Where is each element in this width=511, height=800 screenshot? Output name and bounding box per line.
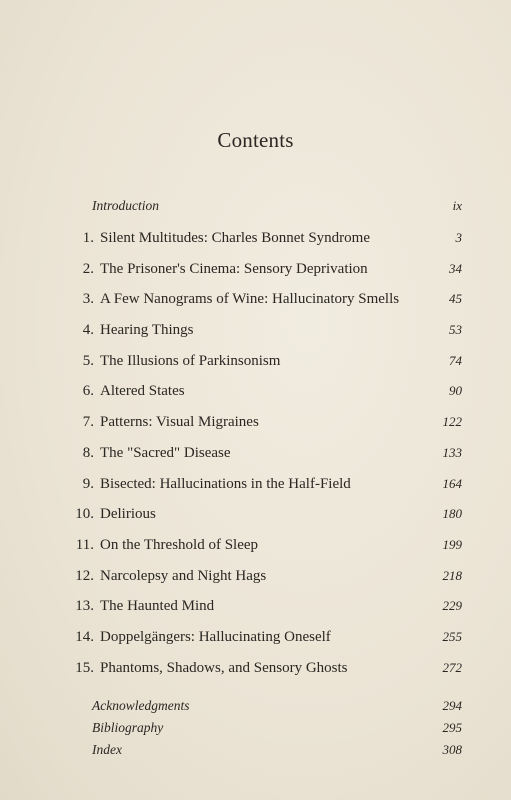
page-title: Contents [217, 128, 294, 152]
chapter-number: 10. [75, 506, 94, 523]
chapter-title: Silent Multitudes: Charles Bonnet Syndrome [100, 230, 370, 246]
chapter-number: 9. [82, 475, 94, 492]
chapter-number: 13. [75, 598, 94, 615]
toc-chapter-10 [72, 504, 462, 535]
toc-entry-label: Index [92, 742, 122, 758]
toc-chapter-5 [72, 351, 462, 382]
chapter-title: Altered States [100, 383, 185, 400]
chapter-title: The Prisoner's Cinema: Sensory Deprivation [100, 260, 368, 277]
chapter-page: 34 [449, 260, 462, 276]
section-spacer [72, 688, 462, 696]
chapter-page: 45 [449, 291, 462, 307]
chapter-number: 14. [75, 628, 94, 645]
toc-chapter-3 [72, 289, 462, 320]
chapter-page: 90 [449, 383, 462, 399]
toc-chapter-2 [72, 259, 462, 290]
chapter-number: 4. [82, 322, 94, 339]
chapter-page: 199 [442, 536, 462, 552]
chapter-page: 122 [442, 414, 462, 430]
chapter-number: 5. [82, 352, 94, 369]
chapter-page: 229 [442, 598, 462, 614]
toc-entry-page: ix [452, 198, 462, 213]
chapter-title: The Illusions of Parkinsonism [100, 352, 281, 369]
chapter-page: 255 [442, 628, 462, 644]
chapter-title: Delirious [100, 506, 156, 523]
chapter-page: 74 [449, 352, 462, 368]
toc-chapter-7 [72, 412, 462, 443]
chapter-title: Hearing Things [100, 322, 194, 339]
chapter-number: 7. [82, 414, 94, 431]
chapter-page: 272 [442, 659, 462, 675]
toc-entry-page: 295 [442, 720, 462, 736]
chapter-number: 8. [82, 444, 94, 461]
toc-chapter-13 [72, 596, 462, 627]
chapter-number: 11. [75, 536, 94, 553]
chapter-number: 12. [75, 567, 94, 584]
toc-entry-label: Acknowledgments [92, 698, 190, 714]
chapter-title: The Haunted Mind [100, 598, 215, 615]
toc-chapter-9 [72, 474, 462, 505]
chapter-page: 218 [442, 567, 462, 583]
chapter-number: 3. [82, 291, 94, 308]
chapter-title: Bisected: Hallucinations in the Half-Field [100, 475, 351, 492]
toc-entry-label: Introduction [92, 198, 159, 213]
chapter-number: 1. [82, 230, 94, 246]
toc-entry-page: 294 [442, 698, 462, 714]
chapter-number: 2. [82, 260, 94, 277]
toc-chapter-4 [72, 320, 462, 351]
chapter-title: Patterns: Visual Migraines [100, 414, 259, 431]
chapter-title: A Few Nanograms of Wine: Hallucinatory Smells [100, 291, 400, 308]
chapter-title: The "Sacred" Disease [100, 444, 231, 461]
toc-entry-label: Bibliography [92, 720, 164, 736]
chapter-title: Phantoms, Shadows, and Sensory Ghosts [100, 659, 348, 676]
chapter-page: 53 [449, 322, 462, 338]
chapter-page: 164 [442, 475, 462, 491]
toc-entry-index [72, 740, 462, 762]
chapter-page: 180 [442, 506, 462, 522]
toc-chapter-1 [72, 228, 462, 259]
toc-chapter-6 [72, 381, 462, 412]
chapter-number: 15. [75, 659, 94, 676]
toc-chapter-11 [72, 535, 462, 566]
chapter-title: Doppelgängers: Hallucinating Oneself [100, 628, 331, 645]
chapter-title: On the Threshold of Sleep [100, 536, 259, 553]
toc-chapter-8 [72, 443, 462, 474]
toc-entry-bibliography [72, 718, 462, 740]
chapter-page: 133 [442, 444, 462, 460]
chapter-number: 6. [82, 383, 94, 400]
chapter-page: 3 [455, 230, 462, 245]
toc-chapter-15 [72, 658, 462, 689]
table-of-contents [72, 196, 462, 762]
toc-entry-introduction [72, 196, 462, 228]
toc-chapter-12 [72, 566, 462, 597]
toc-entry-acknowledgments [72, 696, 462, 718]
chapter-title: Narcolepsy and Night Hags [100, 567, 267, 584]
toc-chapter-14 [72, 627, 462, 658]
toc-entry-page: 308 [442, 742, 462, 758]
